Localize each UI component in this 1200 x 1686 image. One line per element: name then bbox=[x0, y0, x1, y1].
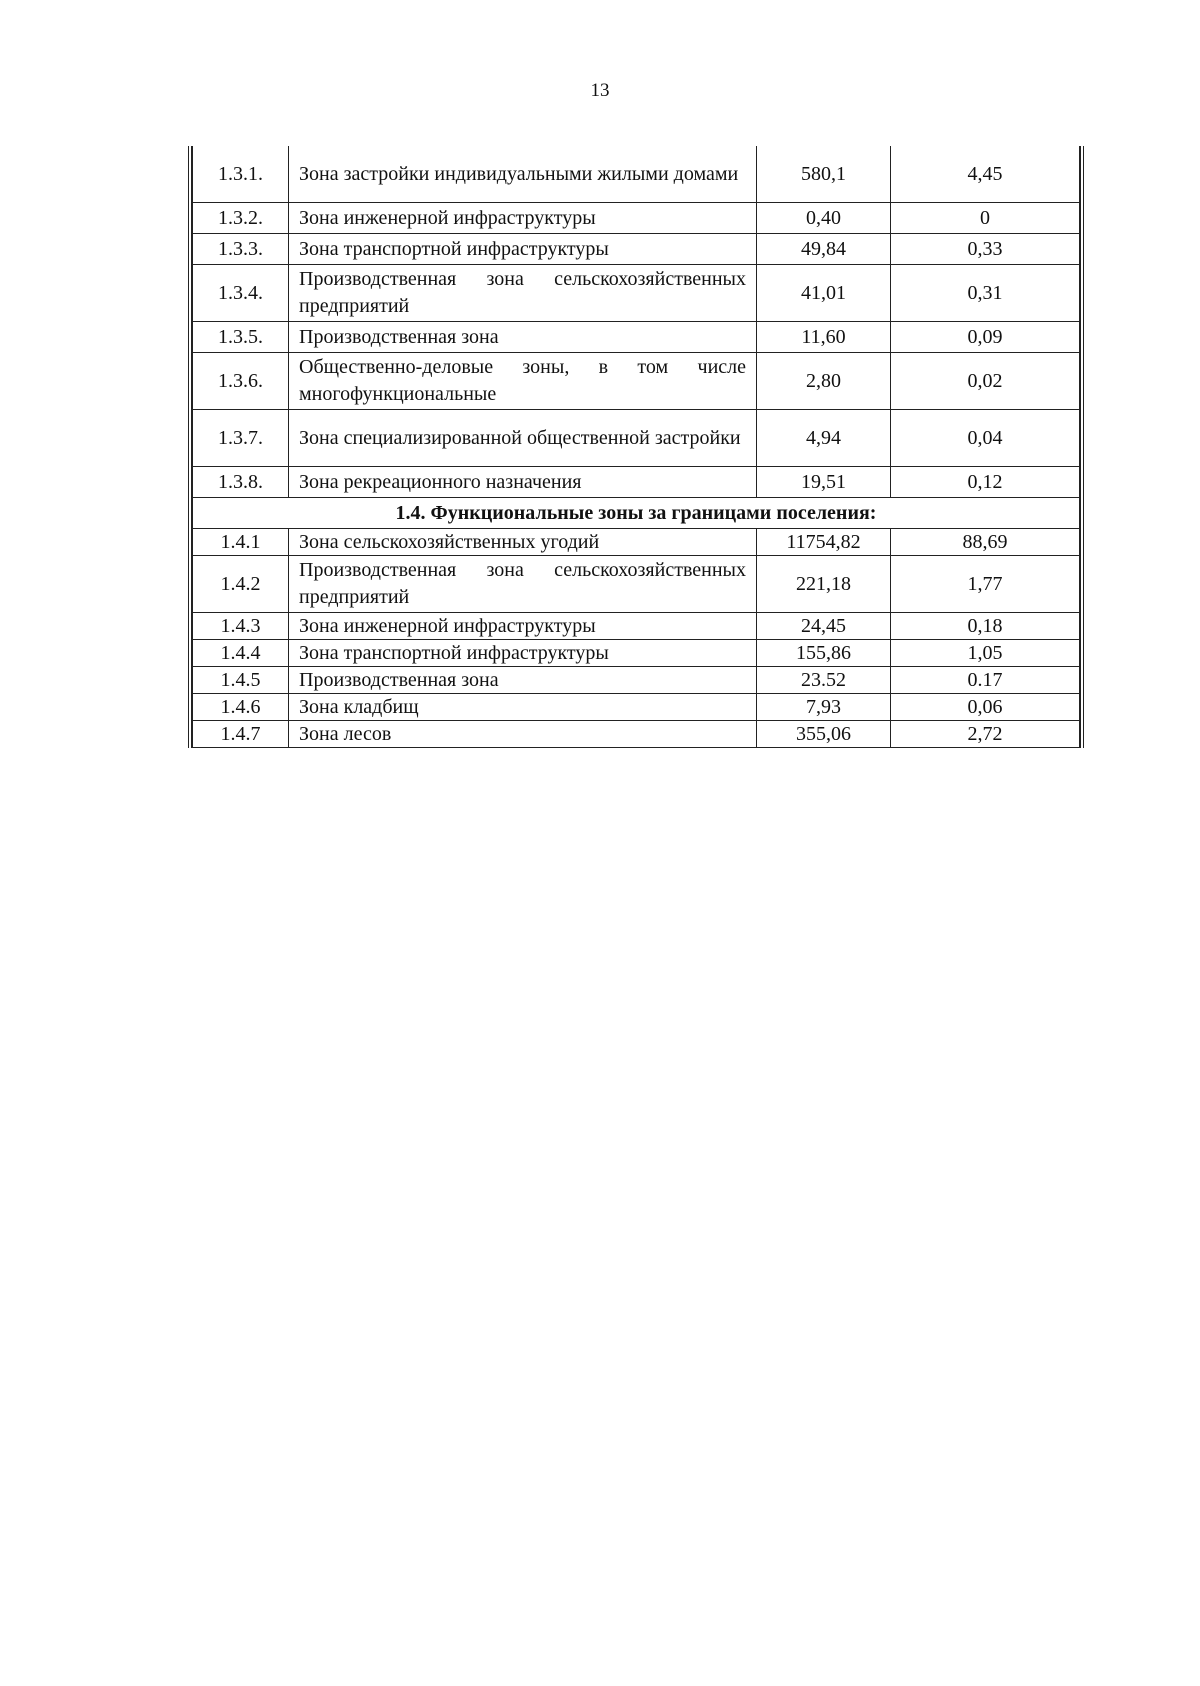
row-code: 1.4.5 bbox=[193, 667, 289, 694]
row-percent: 0,18 bbox=[891, 613, 1080, 640]
row-name: Зона транспортной инфраструктуры bbox=[289, 640, 757, 667]
section-title: 1.4. Функциональные зоны за границами поселения: bbox=[193, 498, 1080, 529]
row-area: 19,51 bbox=[757, 467, 891, 498]
row-area: 49,84 bbox=[757, 234, 891, 265]
row-code: 1.4.1 bbox=[193, 529, 289, 556]
row-percent: 88,69 bbox=[891, 529, 1080, 556]
row-code: 1.4.4 bbox=[193, 640, 289, 667]
row-percent: 0,33 bbox=[891, 234, 1080, 265]
row-name: Производственная зона сельскохозяйственных предприятий bbox=[289, 556, 757, 613]
row-code: 1.3.5. bbox=[193, 322, 289, 353]
row-area: 0,40 bbox=[757, 203, 891, 234]
row-percent: 1,77 bbox=[891, 556, 1080, 613]
table-row bbox=[193, 146, 1080, 203]
row-area: 580,1 bbox=[757, 146, 891, 203]
row-name: Производственная зона сельскохозяйственных предприятий bbox=[289, 265, 757, 322]
row-area: 11754,82 bbox=[757, 529, 891, 556]
table-row bbox=[193, 410, 1080, 467]
row-code: 1.4.2 bbox=[193, 556, 289, 613]
row-percent: 4,45 bbox=[891, 146, 1080, 203]
row-name: Зона лесов bbox=[289, 721, 757, 748]
row-code: 1.3.6. bbox=[193, 353, 289, 410]
row-area: 4,94 bbox=[757, 410, 891, 467]
row-area: 41,01 bbox=[757, 265, 891, 322]
row-code: 1.3.8. bbox=[193, 467, 289, 498]
row-percent: 0,02 bbox=[891, 353, 1080, 410]
row-name: Зона сельскохозяйственных угодий bbox=[289, 529, 757, 556]
row-percent: 2,72 bbox=[891, 721, 1080, 748]
row-name: Зона рекреационного назначения bbox=[289, 467, 757, 498]
row-area: 221,18 bbox=[757, 556, 891, 613]
row-area: 7,93 bbox=[757, 694, 891, 721]
table-row bbox=[193, 467, 1080, 498]
table-row bbox=[193, 721, 1080, 748]
row-percent: 0,04 bbox=[891, 410, 1080, 467]
table-row bbox=[193, 234, 1080, 265]
row-code: 1.4.7 bbox=[193, 721, 289, 748]
row-name: Зона инженерной инфраструктуры bbox=[289, 203, 757, 234]
row-name: Зона кладбищ bbox=[289, 694, 757, 721]
table-row bbox=[193, 353, 1080, 410]
zones-table-frame bbox=[188, 146, 1084, 748]
row-name: Зона транспортной инфраструктуры bbox=[289, 234, 757, 265]
table-row bbox=[193, 667, 1080, 694]
table-row bbox=[193, 613, 1080, 640]
row-code: 1.3.4. bbox=[193, 265, 289, 322]
row-name: Зона застройки индивидуальными жилыми домами bbox=[289, 146, 757, 203]
row-code: 1.4.3 bbox=[193, 613, 289, 640]
row-code: 1.3.3. bbox=[193, 234, 289, 265]
row-code: 1.3.7. bbox=[193, 410, 289, 467]
row-area: 23.52 bbox=[757, 667, 891, 694]
table-row bbox=[193, 640, 1080, 667]
page-number: 13 bbox=[590, 80, 610, 101]
row-code: 1.4.6 bbox=[193, 694, 289, 721]
table-row bbox=[193, 694, 1080, 721]
row-percent: 0,09 bbox=[891, 322, 1080, 353]
row-area: 2,80 bbox=[757, 353, 891, 410]
row-area: 24,45 bbox=[757, 613, 891, 640]
table-row bbox=[193, 556, 1080, 613]
row-percent: 0,12 bbox=[891, 467, 1080, 498]
table-row bbox=[193, 322, 1080, 353]
row-area: 155,86 bbox=[757, 640, 891, 667]
row-percent: 0.17 bbox=[891, 667, 1080, 694]
row-percent: 1,05 bbox=[891, 640, 1080, 667]
row-name: Производственная зона bbox=[289, 667, 757, 694]
table-row bbox=[193, 203, 1080, 234]
table-row bbox=[193, 265, 1080, 322]
row-name: Общественно-деловые зоны, в том числе многофункциональные bbox=[289, 353, 757, 410]
row-name: Производственная зона bbox=[289, 322, 757, 353]
row-code: 1.3.2. bbox=[193, 203, 289, 234]
row-area: 11,60 bbox=[757, 322, 891, 353]
zones-table bbox=[192, 146, 1080, 748]
row-percent: 0 bbox=[891, 203, 1080, 234]
table-row bbox=[193, 529, 1080, 556]
row-area: 355,06 bbox=[757, 721, 891, 748]
row-percent: 0,06 bbox=[891, 694, 1080, 721]
section-header-row bbox=[193, 498, 1080, 529]
row-name: Зона инженерной инфраструктуры bbox=[289, 613, 757, 640]
row-percent: 0,31 bbox=[891, 265, 1080, 322]
row-code: 1.3.1. bbox=[193, 146, 289, 203]
row-name: Зона специализированной общественной застройки bbox=[289, 410, 757, 467]
